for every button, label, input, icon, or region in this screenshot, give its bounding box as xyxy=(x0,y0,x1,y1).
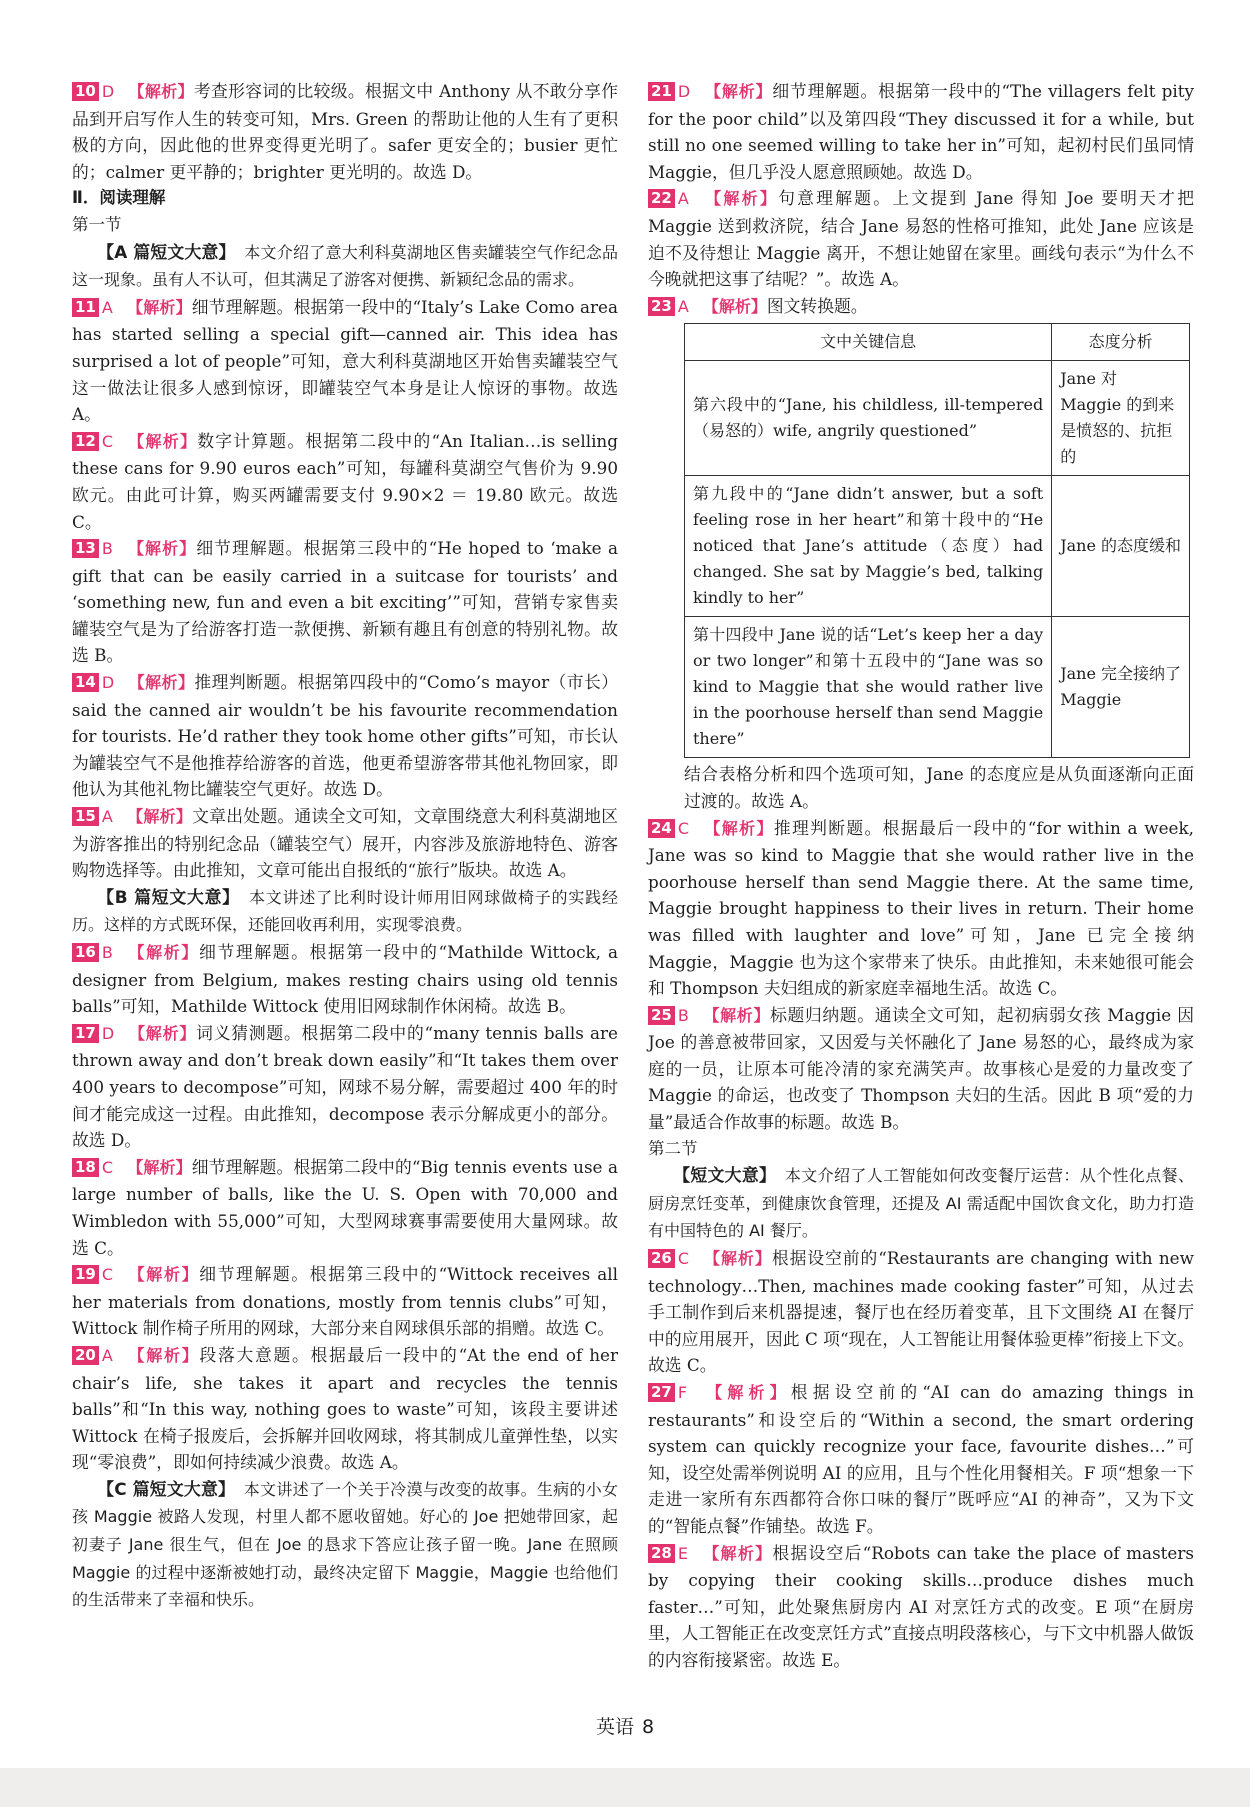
part-heading-1: 第一节 xyxy=(72,214,122,234)
answer-15: 15 A 【解析】文章出处题。通读全文可知，文章围绕意大利科莫湖地区为游客推出的特别纪念品（罐装空气）展开，内容涉及旅游地特色、游客购物选择等。由此推知，文章可能出自报纸的“旅行”版块。故选 A。 xyxy=(72,806,618,881)
answer-27: 27 F 【解析】根据设空前的“AI can do amazing things in restaurants”和设空后的“Within a second, the smart ordering system can quickly recognize your face, favourite dishes…”可知，设空处需举例说明 AI 的应用，且与个性化用餐相关。F 项“想象一下走进一家所有东西都符合你口味的餐厅”既呼应“AI 的神奇”，又为下文的“智能点餐”作铺垫。故选 F。 xyxy=(648,1382,1194,1536)
right-column xyxy=(648,78,1194,1674)
table-row xyxy=(685,476,1190,617)
summary-part2: 【短文大意】 本文介绍了人工智能如何改变餐厅运营：从个性化点餐、厨房烹饪变革，到健康饮食管理，还提及 AI 需适配中国饮食文化，助力打造有中国特色的 AI 餐厅。 xyxy=(648,1165,1194,1241)
table-row xyxy=(685,361,1190,476)
left-column xyxy=(72,78,618,1614)
answer-18: 18 C 【解析】细节理解题。根据第二段中的“Big tennis events use a large number of balls, like the U. S. Open with 70,000 and Wimbledon with 55,000”可知，大型网球赛事需要使用大量网球。故选 C。 xyxy=(72,1156,618,1258)
answer-22: 22 A 【解析】句意理解题。上文提到 Jane 得知 Joe 要明天才把 Maggie 送到救济院，结合 Jane 易怒的性格可推知，此处 Jane 应该是迫不及待想让 Maggie 离开，不想让她留在家里。画线句表示“为什么不今晚就把这事了结呢？”。故选 A。 xyxy=(648,188,1194,290)
answer-21: 21 D 【解析】细节理解题。根据第一段中的“The villagers felt pity for the poor child”以及第四段“They discussed it for a while, but still no one seemed willing to take her in”可知，起初村民们虽同情 Maggie，但几乎没人愿意照顾她。故选 D。 xyxy=(648,81,1194,182)
section-heading-reading: Ⅱ．阅读理解 xyxy=(72,188,166,208)
answer-16: 16 B 【解析】细节理解题。根据第一段中的“Mathilde Wittock, a designer from Belgium, makes resting chairs using old tennis balls”可知，Mathilde Wittock 使用旧网球制作休闲椅。故选 B。 xyxy=(72,942,618,1017)
summary-a: 【A 篇短文大意】 本文介绍了意大利科莫湖地区售卖罐装空气作纪念品这一现象。虽有人不认可，但其满足了游客对便携、新颖纪念品的需求。 xyxy=(72,241,618,290)
table-cell-info: 第十四段中 Jane 说的话“Let’s keep her a day or two longer”和第十五段中的“Jane was so kind to Maggie that she would rather live in the poorhouse herself than send Maggie there” xyxy=(685,617,1052,758)
part-heading-2: 第二节 xyxy=(648,1138,698,1158)
answer-28: 28 E 【解析】根据设空后“Robots can take the place of masters by copying their cooking skills…produce dishes much faster…”可知，此处聚焦厨房内 AI 对烹饪方式的改变。E 项“在厨房里，人工智能正在改变烹饪方式”直接点明段落核心，与下文中机器人做饭的内容衔接紧密。故选 E。 xyxy=(648,1542,1194,1670)
table-cell-info: 第九段中的“Jane didn’t answer, but a soft feeling rose in her heart”和第十段中的“He noticed that Jane’s attitude（态度）had changed. She sat by Maggie’s bed, talking kindly to her” xyxy=(685,476,1052,617)
table-header-row xyxy=(685,324,1190,361)
answer-20: 20 A 【解析】段落大意题。根据最后一段中的“At the end of her chair’s life, she takes it apart and recycles the tennis balls”和“In this way, nothing goes to waste”可知，该段主要讲述 Wittock 在椅子报废后，会拆解并回收网球，将其制成儿童弹性垫，以实现“零浪费”，即如何持续减少浪费。故选 A。 xyxy=(72,1344,618,1473)
answer-12: 12 C 【解析】数字计算题。根据第二段中的“An Italian…is selling these cans for 9.90 euros each”可知，每罐科莫湖空气售价为 9.90 欧元。由此可计算，购买两罐需要支付 9.90×2 ＝ 19.80 欧元。故选 C。 xyxy=(72,430,618,532)
answer-19: 19 C 【解析】细节理解题。根据第三段中的“Wittock receives all her materials from donations, mostly from tennis clubs”可知，Wittock 制作椅子所用的网球，大部分来自网球俱乐部的捐赠。故选 C。 xyxy=(72,1264,618,1339)
table-cell-attitude: Jane 对 Maggie 的到来是愤怒的、抗拒的 xyxy=(1052,361,1190,476)
summary-c: 【C 篇短文大意】 本文讲述了一个关于冷漠与改变的故事。生病的小女孩 Maggie 被路人发现，村里人都不愿收留她。好心的 Joe 把她带回家，起初妻子 Jane 很生气，但在 Joe 的恳求下答应让孩子留一晚。Jane 在照顾 Maggie 的过程中逐渐被她打动，最终决定留下 Maggie，Maggie 也给他们的生活带来了幸福和快乐。 xyxy=(72,1478,618,1610)
bottom-margin-strip xyxy=(0,1768,1250,1807)
answer-26: 26 C 【解析】根据设空前的“Restaurants are changing with new technology…Then, machines made cooking faster”可知，从过去手工制作到后来机器提速，餐厅也在经历着变革，且下文围绕 AI 在餐厅中的应用展开，因此 C 项“现在，人工智能让用餐体验更棒”衔接上下文。故选 C。 xyxy=(648,1248,1194,1376)
table-cell-info: 第六段中的“Jane, his childless, ill-tempered（易怒的）wife, angrily questioned” xyxy=(685,361,1052,476)
answer-24: 24 C 【解析】推理判断题。根据最后一段中的“for within a week, Jane was so kind to Maggie that she would rather live in the poorhouse herself than send Maggie there. At the same time, Maggie brought happiness to their lives in return. Their home was filled with laughter and love”可知，Jane 已完全接纳 Maggie，Maggie 也为这个家带来了快乐。由此推知，未来她很可能会和 Thompson 夫妇组成的新家庭幸福地生活。故选 C。 xyxy=(648,817,1194,999)
answer-14: 14 D 【解析】推理判断题。根据第四段中的“Como’s mayor（市长）said the canned air wouldn’t be his favourite recommendation for tourists. He’d rather they took home other gifts”可知，市长认为罐装空气不是他推荐给游客的首选，他更希望游客带其他礼物回家，即他认为其他礼物比罐装空气更好。故选 D。 xyxy=(72,672,618,800)
answer-23-conclusion: 结合表格分析和四个选项可知，Jane 的态度应是从负面逐渐向正面过渡的。故选 A。 xyxy=(684,764,1194,811)
answer-11: 11 A 【解析】细节理解题。根据第一段中的“Italy’s Lake Como area has started selling a special gift—canned air. This idea has surprised a lot of people”可知，意大利科莫湖地区开始售卖罐装空气这一做法让很多人感到惊讶，即罐装空气本身是让人惊讶的事物。故选 A。 xyxy=(72,296,618,425)
table-cell-attitude: Jane 完全接纳了 Maggie xyxy=(1052,617,1190,758)
answer-17: 17 D 【解析】词义猜测题。根据第二段中的“many tennis balls are thrown away and don’t break down easily”和“It takes them over 400 years to decompose”可知，网球不易分解，需要超过 400 年的时间才能完成这一过程。由此推知，decompose 表示分解成更小的部分。故选 D。 xyxy=(72,1022,618,1151)
page-footer xyxy=(0,1712,1250,1739)
summary-b: 【B 篇短文大意】 本文讲述了比利时设计师用旧网球做椅子的实践经历。这样的方式既环保，还能回收再利用，实现零浪费。 xyxy=(72,886,618,935)
table-cell-attitude: Jane 的态度缓和 xyxy=(1052,476,1190,617)
answer-13: 13 B 【解析】细节理解题。根据第三段中的“He hoped to ‘make a gift that can be easily carried in a suitcase for tourists’ and ‘something new, fun and even a bit exciting’”可知，营销专家售卖罐装空气是为了给游客打造一款便携、新颖有趣且有创意的特别礼物。故选 B。 xyxy=(72,538,618,666)
answer-10: 10 D 【解析】考查形容词的比较级。根据文中 Anthony 从不敢分享作品到开启写作人生的转变可知，Mrs. Green 的帮助让他的人生有了更积极的方向，因此他的世界变得更光明了。safer 更安全的；busier 更忙的；calmer 更平静的；brighter 更光明的。故选 D。 xyxy=(72,81,618,182)
table-header-attitude: 态度分析 xyxy=(1052,324,1190,361)
answer-23: 23 A 【解析】图文转换题。 xyxy=(648,293,1194,321)
footer-subject: 英语 xyxy=(595,1716,634,1738)
answer-25: 25 B 【解析】标题归纳题。通读全文可知，起初病弱女孩 Maggie 因 Joe 的善意被带回家，又因爱与关怀融化了 Jane 易怒的心，最终成为家庭的一员，让原本可能冷清的家充满笑声。故事核心是爱的力量改变了 Maggie 的命运，也改变了 Thompson 夫妇的生活。因此 B 项“爱的力量”最适合作故事的标题。故选 B。 xyxy=(648,1004,1194,1133)
table-row xyxy=(685,617,1190,758)
table-header-key-info: 文中关键信息 xyxy=(685,324,1052,361)
footer-page-number: 8 xyxy=(641,1716,655,1738)
attitude-analysis-table xyxy=(684,323,1190,758)
